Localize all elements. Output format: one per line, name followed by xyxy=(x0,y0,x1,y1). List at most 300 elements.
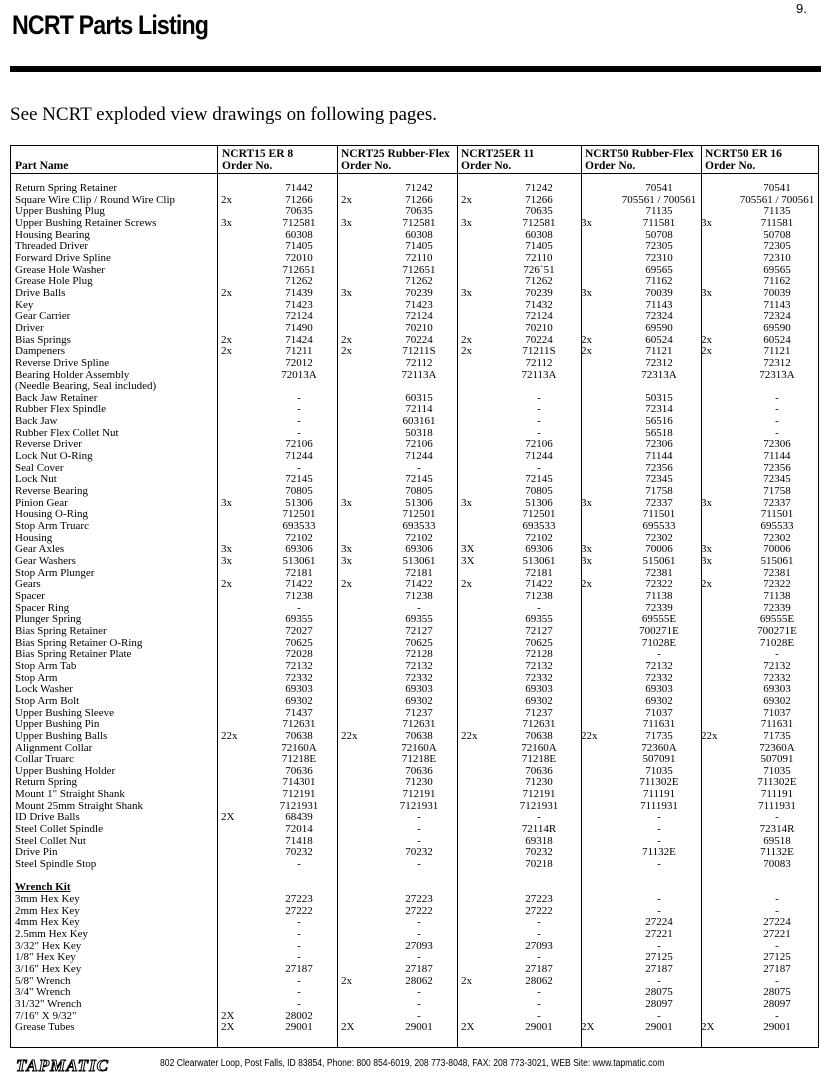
quantity-cell xyxy=(461,801,497,813)
order-number-cell: 29001 xyxy=(763,1021,791,1034)
quantity-cell xyxy=(581,964,617,976)
part-name: Stop Arm xyxy=(15,671,58,684)
order-number-cell: 27221 xyxy=(645,927,673,940)
order-number-cell: 72181 xyxy=(405,566,433,579)
order-number-cell: 603161 xyxy=(402,415,436,428)
order-number-cell: 71422 xyxy=(405,578,433,591)
order-number-cell: 69565 xyxy=(645,263,673,276)
order-number-cell: - xyxy=(537,415,541,428)
order-number-cell: 712651 xyxy=(402,263,436,276)
order-number-cell: 71211 xyxy=(285,345,313,358)
part-name: Bias Spring Retainer O-Ring xyxy=(15,636,143,649)
order-number-cell: - xyxy=(417,916,421,929)
quantity-cell xyxy=(221,673,257,685)
quantity-cell xyxy=(581,603,617,615)
quantity-cell xyxy=(341,871,377,883)
quantity-cell xyxy=(461,474,497,486)
part-name: Spacer xyxy=(15,589,45,602)
order-number-cell: 712651 xyxy=(282,263,316,276)
order-number-cell: 72013A xyxy=(281,368,317,381)
order-number-cell: - xyxy=(657,834,661,847)
part-name: Wrench Kit xyxy=(15,881,71,894)
part-name: ID Drive Balls xyxy=(15,811,80,824)
order-number-cell: 71422 xyxy=(525,578,553,591)
part-name: 2.5mm Hex Key xyxy=(15,927,89,940)
order-number-cell: 72345 xyxy=(645,473,673,486)
order-number-cell: - xyxy=(417,823,421,836)
order-number-cell xyxy=(737,871,817,883)
order-number-cell: - xyxy=(297,951,301,964)
part-name: Back Jaw Retainer xyxy=(15,391,98,404)
part-name: Stop Arm Tab xyxy=(15,659,77,672)
quantity-cell xyxy=(461,323,497,335)
order-number-cell: 712581 xyxy=(522,216,556,229)
quantity-cell xyxy=(581,381,617,393)
quantity-cell xyxy=(461,486,497,498)
quantity-cell: 3x xyxy=(461,216,472,229)
quantity-cell xyxy=(341,987,377,999)
part-name: Square Wire Clip / Round Wire Clip xyxy=(15,193,176,206)
part-name: Housing Bearing xyxy=(15,228,90,241)
quantity-cell xyxy=(341,253,377,265)
order-number-cell: 72145 xyxy=(525,473,553,486)
order-number-cell: 712501 xyxy=(522,508,556,521)
order-number-cell: - xyxy=(537,916,541,929)
order-number-cell: 71244 xyxy=(525,450,553,463)
order-number-cell: 71439 xyxy=(285,286,313,299)
quantity-cell xyxy=(581,743,617,755)
quantity-cell xyxy=(221,743,257,755)
quantity-cell xyxy=(341,323,377,335)
order-number-cell: 72337 xyxy=(763,496,791,509)
quantity-cell xyxy=(221,789,257,801)
quantity-cell xyxy=(221,661,257,673)
quantity-cell xyxy=(341,451,377,463)
quantity-cell xyxy=(701,311,737,323)
order-number-cell: 72305 xyxy=(645,240,673,253)
order-number-cell: 712631 xyxy=(522,718,556,731)
order-number-cell: - xyxy=(537,461,541,474)
quantity-cell xyxy=(221,253,257,265)
part-name: Spacer Ring xyxy=(15,601,70,614)
table-row xyxy=(15,696,817,708)
table-row xyxy=(15,731,817,743)
order-number-cell: 71244 xyxy=(285,450,313,463)
order-number-cell: 72128 xyxy=(405,648,433,661)
quantity-cell: 2x xyxy=(221,578,232,591)
order-number-cell: 72332 xyxy=(763,671,791,684)
quantity-cell xyxy=(581,393,617,405)
quantity-cell xyxy=(701,882,737,894)
quantity-cell xyxy=(701,917,737,929)
quantity-cell xyxy=(701,894,737,906)
quantity-cell xyxy=(341,404,377,416)
quantity-cell: 2x xyxy=(701,333,712,346)
order-number-cell: 56516 xyxy=(645,415,673,428)
order-number-cell: 72324 xyxy=(645,310,673,323)
order-number-cell: 72345 xyxy=(763,473,791,486)
order-number-cell: 71028E xyxy=(759,636,795,649)
quantity-cell xyxy=(221,871,257,883)
quantity-cell xyxy=(461,509,497,521)
footer xyxy=(16,1056,816,1074)
order-number-cell: 711191 xyxy=(760,788,794,801)
quantity-cell xyxy=(341,428,377,440)
part-name: Gear Washers xyxy=(15,555,76,567)
quantity-cell: 3x xyxy=(341,216,352,229)
quantity-cell xyxy=(461,743,497,755)
column-header-model: NCRT15 ER 8 xyxy=(222,148,294,160)
order-number-cell: 507091 xyxy=(760,753,794,766)
quantity-cell xyxy=(221,463,257,475)
quantity-cell xyxy=(701,626,737,638)
table-row xyxy=(15,521,817,533)
part-name: 5/8" Wrench xyxy=(15,974,71,987)
page-title: NCRT Parts Listing xyxy=(12,10,209,40)
order-number-cell: - xyxy=(537,426,541,439)
order-number-cell: 70636 xyxy=(405,764,433,777)
order-number-cell: - xyxy=(775,939,779,952)
quantity-cell xyxy=(341,999,377,1011)
quantity-cell xyxy=(461,673,497,685)
order-number-cell: 71218E xyxy=(281,753,317,766)
order-number-cell: - xyxy=(537,927,541,940)
order-number-cell: 27224 xyxy=(763,916,791,929)
quantity-cell xyxy=(341,486,377,498)
order-number-cell: 71162 xyxy=(645,275,673,288)
quantity-cell xyxy=(581,941,617,953)
order-number-cell: 70625 xyxy=(525,636,553,649)
table-row xyxy=(15,626,817,638)
order-number-cell: - xyxy=(775,974,779,987)
order-number-cell: 712191 xyxy=(522,788,556,801)
order-number-cell: 60315 xyxy=(405,391,433,404)
quantity-cell xyxy=(581,416,617,428)
order-number-cell: 70232 xyxy=(405,846,433,859)
quantity-cell: 2x xyxy=(581,333,592,346)
quantity-cell xyxy=(701,661,737,673)
order-number-cell: 71135 xyxy=(763,205,791,218)
order-number-cell: 72113A xyxy=(521,368,557,381)
order-number-cell: 72132 xyxy=(405,659,433,672)
order-number-cell: 72313A xyxy=(759,368,795,381)
part-name: 4mm Hex Key xyxy=(15,916,80,929)
table-row xyxy=(15,486,817,498)
quantity-cell xyxy=(701,591,737,603)
order-number-cell: - xyxy=(297,927,301,940)
table-row xyxy=(15,894,817,906)
quantity-cell xyxy=(461,859,497,871)
order-number-cell: 72160A xyxy=(281,741,317,754)
order-number-cell: 72322 xyxy=(645,578,673,591)
quantity-cell xyxy=(581,463,617,475)
order-number-cell: 71238 xyxy=(285,589,313,602)
quantity-cell xyxy=(701,451,737,463)
order-number-cell: 70541 xyxy=(763,182,791,194)
order-number-cell: 69303 xyxy=(763,683,791,696)
order-number-cell: 70805 xyxy=(285,485,313,498)
order-number-cell: 27093 xyxy=(525,939,553,952)
order-number-cell: 71238 xyxy=(525,589,553,602)
quantity-cell xyxy=(701,265,737,277)
order-number-cell: 71135 xyxy=(645,205,673,218)
order-number-cell: 69518 xyxy=(763,834,791,847)
order-number-cell: 71121 xyxy=(763,345,791,358)
order-number-cell: 70232 xyxy=(285,846,313,859)
order-number-cell: 71405 xyxy=(285,240,313,253)
table-row xyxy=(15,1022,817,1034)
order-number-cell: 29001 xyxy=(645,1021,673,1034)
quantity-cell xyxy=(341,300,377,312)
order-number-cell: 70006 xyxy=(645,543,673,556)
order-number-cell: 69306 xyxy=(285,543,313,556)
quantity-cell xyxy=(341,789,377,801)
order-number-cell: - xyxy=(657,1009,661,1022)
quantity-cell xyxy=(341,614,377,626)
quantity-cell xyxy=(341,696,377,708)
order-number-cell xyxy=(497,871,581,883)
part-name: Pinion Gear xyxy=(15,496,68,509)
order-number-cell: 28062 xyxy=(525,974,553,987)
part-name: Upper Bushing Sleeve xyxy=(15,706,114,719)
quantity-cell xyxy=(461,789,497,801)
order-number-cell: - xyxy=(775,1009,779,1022)
quantity-cell xyxy=(341,917,377,929)
quantity-cell xyxy=(581,183,617,195)
order-number-cell: 69303 xyxy=(645,683,673,696)
order-number-cell: 71242 xyxy=(525,182,553,194)
order-number-cell: 70232 xyxy=(525,846,553,859)
quantity-cell xyxy=(221,370,257,382)
order-number-cell: 56518 xyxy=(645,426,673,439)
quantity-cell xyxy=(581,836,617,848)
table-row xyxy=(15,871,817,883)
quantity-cell xyxy=(221,300,257,312)
order-number-cell: 27125 xyxy=(763,951,791,964)
order-number-cell: 71144 xyxy=(763,450,791,463)
order-number-cell: 72027 xyxy=(285,624,313,637)
quantity-cell xyxy=(221,486,257,498)
order-number-cell: 70239 xyxy=(405,286,433,299)
quantity-cell xyxy=(581,486,617,498)
quantity-cell xyxy=(221,626,257,638)
part-name: Upper Bushing Holder xyxy=(15,764,116,777)
order-number-cell: 71266 xyxy=(285,193,313,206)
part-name: 3/4" Wrench xyxy=(15,986,71,999)
order-number-cell: 72127 xyxy=(405,624,433,637)
order-number-cell: 28075 xyxy=(763,986,791,999)
quantity-cell xyxy=(701,474,737,486)
part-name: Bias Spring Retainer Plate xyxy=(15,648,132,661)
column-header-model: NCRT25ER 11 xyxy=(461,148,535,160)
quantity-cell xyxy=(701,241,737,253)
order-number-cell: 70239 xyxy=(525,286,553,299)
order-number-cell: 70006 xyxy=(763,543,791,556)
table-row xyxy=(15,323,817,335)
order-number-cell: 27125 xyxy=(645,951,673,964)
order-number-cell: 29001 xyxy=(285,1021,313,1034)
quantity-cell xyxy=(701,614,737,626)
order-number-cell: 72310 xyxy=(763,251,791,264)
quantity-cell: 2x xyxy=(341,578,352,591)
quantity-cell xyxy=(221,987,257,999)
quantity-cell: 3x xyxy=(581,555,592,567)
order-number-cell: 711191 xyxy=(642,788,676,801)
order-number-cell: 515061 xyxy=(642,555,676,567)
order-number-cell: 70210 xyxy=(405,321,433,334)
quantity-cell xyxy=(701,253,737,265)
quantity-cell xyxy=(461,404,497,416)
order-number-cell: 71143 xyxy=(763,298,791,311)
order-number-cell: 71405 xyxy=(525,240,553,253)
quantity-cell xyxy=(581,824,617,836)
quantity-cell xyxy=(341,591,377,603)
order-number-cell: - xyxy=(297,916,301,929)
order-number-cell: 71244 xyxy=(405,450,433,463)
quantity-cell xyxy=(581,428,617,440)
order-number-cell: 70541 xyxy=(645,182,673,194)
order-number-cell: 711631 xyxy=(760,718,794,731)
order-number-cell: 60308 xyxy=(525,228,553,241)
order-number-cell: 69302 xyxy=(285,694,313,707)
quantity-cell xyxy=(221,230,257,242)
order-number-cell: 71237 xyxy=(405,706,433,719)
quantity-cell xyxy=(461,521,497,533)
quantity-cell xyxy=(581,591,617,603)
quantity-cell: 3x xyxy=(701,216,712,229)
quantity-cell xyxy=(221,241,257,253)
quantity-cell xyxy=(221,906,257,918)
part-name: Dampeners xyxy=(15,345,66,358)
quantity-cell: 2x xyxy=(221,333,232,346)
order-number-cell: 72181 xyxy=(525,566,553,579)
order-number-cell: 72313A xyxy=(641,368,677,381)
part-name: Lock Nut O-Ring xyxy=(15,450,93,463)
quantity-cell xyxy=(341,766,377,778)
order-number-cell: 711581 xyxy=(642,216,676,229)
order-number-cell: 71242 xyxy=(405,182,433,194)
quantity-cell: 3X xyxy=(461,555,475,567)
quantity-cell xyxy=(581,673,617,685)
order-number-cell: 28002 xyxy=(285,1009,313,1022)
order-number-cell: - xyxy=(417,834,421,847)
quantity-cell xyxy=(581,894,617,906)
order-number-cell: 72132 xyxy=(525,659,553,672)
order-number-cell: 71238 xyxy=(405,589,433,602)
order-number-cell: 714301 xyxy=(282,776,316,789)
order-number-cell: - xyxy=(537,811,541,824)
quantity-cell xyxy=(461,311,497,323)
order-number-cell: - xyxy=(537,951,541,964)
order-number-cell: - xyxy=(297,858,301,871)
quantity-cell xyxy=(701,183,737,195)
order-number-cell: 700271E xyxy=(639,624,679,637)
quantity-cell: 22x xyxy=(221,729,238,742)
order-number-cell: 69303 xyxy=(285,683,313,696)
quantity-cell xyxy=(581,754,617,766)
quantity-cell xyxy=(701,964,737,976)
quantity-cell: 3x xyxy=(461,286,472,299)
table-row xyxy=(15,906,817,918)
quantity-cell xyxy=(581,777,617,789)
quantity-cell xyxy=(581,708,617,720)
order-number-cell: 60308 xyxy=(285,228,313,241)
order-number-cell: 71490 xyxy=(285,321,313,334)
order-number-cell: 69302 xyxy=(405,694,433,707)
quantity-cell xyxy=(701,941,737,953)
order-number-cell: 71437 xyxy=(285,706,313,719)
quantity-cell xyxy=(701,393,737,405)
quantity-cell: 3x xyxy=(341,496,352,509)
order-number-cell: 711581 xyxy=(760,216,794,229)
order-number-cell: 27224 xyxy=(645,916,673,929)
quantity-cell xyxy=(701,463,737,475)
order-number-cell: 711631 xyxy=(642,718,676,731)
order-number-cell: 69565 xyxy=(763,263,791,276)
quantity-cell xyxy=(341,381,377,393)
quantity-cell xyxy=(341,812,377,824)
order-number-cell: 72356 xyxy=(763,461,791,474)
quantity-cell xyxy=(701,521,737,533)
order-number-cell: - xyxy=(297,939,301,952)
order-number-cell: - xyxy=(775,893,779,906)
quantity-cell xyxy=(221,976,257,988)
order-number-cell: 29001 xyxy=(405,1021,433,1034)
quantity-cell xyxy=(461,882,497,894)
part-name: Gear Axles xyxy=(15,543,65,556)
order-number-cell: 72127 xyxy=(525,624,553,637)
part-name: Lock Washer xyxy=(15,683,73,696)
quantity-cell xyxy=(461,941,497,953)
order-number-cell: - xyxy=(297,974,301,987)
quantity-cell: 3x xyxy=(701,496,712,509)
part-name: Bearing Holder Assembly xyxy=(15,368,130,381)
quantity-cell: 3x xyxy=(701,286,712,299)
part-name: Threaded Driver xyxy=(15,240,88,253)
part-name: Grease Hole Washer xyxy=(15,263,105,276)
quantity-cell xyxy=(221,509,257,521)
order-number-cell: - xyxy=(417,1009,421,1022)
order-number-cell: 72314 xyxy=(645,403,673,416)
order-number-cell: 72381 xyxy=(645,566,673,579)
order-number-cell: 72112 xyxy=(525,356,553,369)
part-name: Seal Cover xyxy=(15,461,64,474)
quantity-cell xyxy=(701,603,737,615)
quantity-cell: 3x xyxy=(341,286,352,299)
order-number-cell: 72332 xyxy=(405,671,433,684)
parts-rows xyxy=(15,183,817,1034)
order-number-cell: - xyxy=(417,986,421,999)
part-name: 2mm Hex Key xyxy=(15,904,80,917)
quantity-cell xyxy=(341,882,377,894)
quantity-cell xyxy=(581,195,617,207)
order-number-cell: - xyxy=(657,939,661,952)
order-number-cell: 72012 xyxy=(285,356,313,369)
order-number-cell: 27223 xyxy=(405,893,433,906)
order-number-cell: 51306 xyxy=(285,496,313,509)
quantity-cell xyxy=(221,591,257,603)
quantity-cell xyxy=(341,952,377,964)
quantity-cell: 3x xyxy=(581,543,592,556)
order-number-cell: 69590 xyxy=(645,321,673,334)
order-number-cell: 711302E xyxy=(639,776,679,789)
order-number-cell: 712631 xyxy=(282,718,316,731)
quantity-cell xyxy=(701,416,737,428)
quantity-cell: 2X xyxy=(221,1009,235,1022)
order-number-cell: 71405 xyxy=(405,240,433,253)
quantity-cell xyxy=(581,474,617,486)
quantity-cell xyxy=(461,358,497,370)
